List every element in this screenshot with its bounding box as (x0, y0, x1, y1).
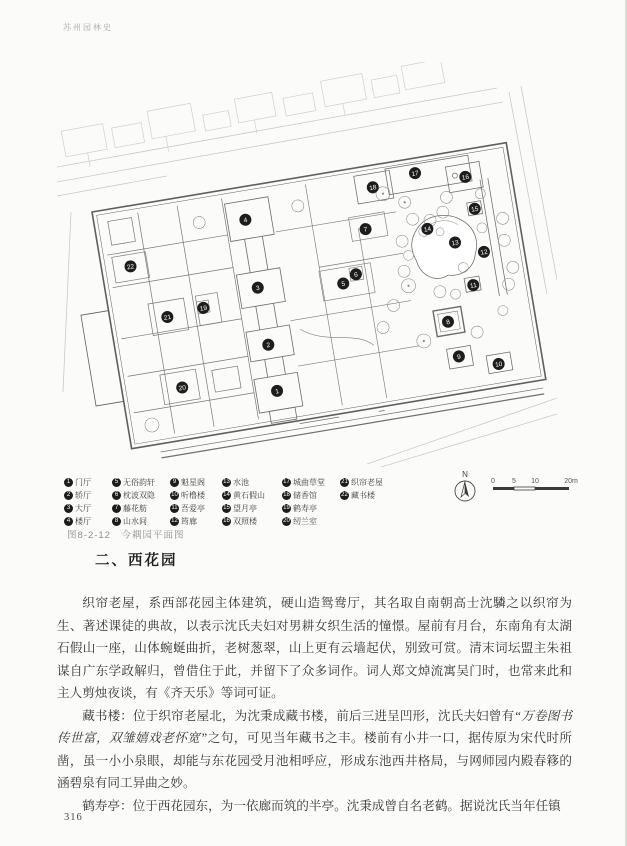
legend-number-badge: 11 (171, 505, 178, 511)
svg-text:5: 5 (512, 478, 516, 485)
legend-item (222, 476, 268, 489)
building-marker-number: 7 (363, 226, 369, 234)
legend-column (64, 476, 98, 528)
legend-number-badge: 1 (64, 478, 73, 487)
body-paragraphs (57, 592, 572, 817)
legend-number-badge: 20 (283, 518, 290, 524)
plan-legend (64, 476, 397, 528)
legend-item (282, 476, 326, 489)
legend-label: 楼厅 (75, 517, 91, 526)
legend-label: 双照楼 (233, 517, 257, 526)
legend-item (340, 476, 383, 489)
legend-item (64, 489, 98, 502)
legend-number-badge: 5 (112, 478, 121, 487)
building-marker-number: 19 (199, 304, 208, 313)
legend-label: 望月亭 (233, 504, 257, 513)
legend-label: 储香馆 (293, 491, 317, 500)
legend-item (222, 502, 268, 515)
building-marker-number: 16 (461, 173, 470, 182)
legend-label: 山水间 (123, 517, 147, 526)
paragraph-text: 之句，可见当年藏书之丰。楼前有小井一口，据传原为宋代时所凿，虽一小小泉眼，却能与东花园受月池相呼应，形成东池西井格局，与网师园内殿春簃的涵碧泉有同工异曲之妙。 (57, 731, 573, 790)
garden-wall (64, 143, 545, 454)
legend-label: 黄石假山 (233, 491, 265, 500)
legend-label: 无俗韵轩 (123, 478, 155, 487)
legend-number-badge: 2 (64, 491, 73, 500)
neighbour-buildings (61, 62, 449, 171)
legend-number-badge: 19 (283, 505, 290, 511)
building-marker-number: 6 (353, 271, 359, 279)
legend-number-badge: 22 (341, 492, 348, 498)
legend-column (340, 476, 383, 528)
svg-text:10: 10 (531, 478, 539, 485)
legend-number-badge: 4 (64, 517, 73, 526)
legend-item (170, 502, 208, 515)
street-lines (57, 86, 557, 467)
legend-number-badge: 16 (223, 518, 230, 524)
legend-column (112, 476, 156, 528)
legend-label: 城曲草堂 (293, 478, 325, 487)
legend-number-badge: 3 (64, 504, 73, 513)
legend-column (170, 476, 208, 528)
building-marker-number: 18 (368, 184, 378, 193)
building-marker-number: 21 (163, 313, 172, 322)
building-marker-number: 9 (456, 353, 462, 362)
paragraph-text: 织帘老屋，系西部花园主体建筑，硬山造鸳鸯厅，其名取自南朝高士沈驎之以织帘为生、著述课徒的典故，以表示沈氏夫妇对男耕女织生活的憧憬。屋前有月台，东南角有太湖石假山一座，山体蜿蜒曲折，老树葱翠，山上更有云墙起伏，别致可赏。清末词坛盟主朱祖谋自广东学政解归，曾借住于此，并留下了众多词作。词人郑文焯流寓吴门时，也常来此和主人剪烛夜谈，有《齐天乐》等词可证。 (57, 596, 572, 700)
legend-number-badge: 8 (112, 517, 121, 526)
legend-item (112, 489, 156, 502)
section-text (57, 549, 572, 817)
building-marker-number: 11 (469, 281, 478, 290)
svg-text:N: N (462, 470, 468, 479)
north-compass-icon (455, 470, 475, 501)
building-marker-number: 12 (479, 248, 489, 257)
svg-text:0: 0 (491, 478, 495, 485)
building-marker-number: 15 (470, 205, 480, 214)
svg-text:20m: 20m (564, 478, 578, 485)
legend-item (222, 489, 268, 502)
figure-caption: 图8-2-12 今耦园平面图 (67, 530, 185, 541)
legend-label: 听橹楼 (181, 491, 205, 500)
legend-item (222, 515, 268, 528)
axis-halls (225, 197, 305, 425)
legend-label: 轿厅 (75, 491, 91, 500)
building-marker-number: 3 (255, 284, 261, 293)
building-marker-number: 17 (411, 169, 420, 179)
legend-label: 藏书楼 (351, 491, 375, 500)
legend-label: 筠廊 (181, 517, 197, 526)
body-paragraph (57, 592, 572, 705)
legend-label: 藤花舫 (123, 504, 147, 513)
legend-label: 门厅 (75, 478, 91, 487)
legend-label: 吾爱亭 (181, 504, 205, 513)
legend-label: 魁星阁 (181, 478, 205, 487)
body-paragraph (57, 795, 572, 818)
legend-number-badge: 13 (223, 479, 230, 485)
building-marker-number: 5 (341, 280, 346, 289)
legend-label: 枕波双隐 (123, 491, 155, 500)
legend-number-badge: 9 (170, 478, 179, 487)
running-head: 苏州园林史 (63, 23, 113, 32)
legend-label: 鹤寿亭 (293, 504, 317, 513)
paragraph-text: 鹤寿亭：位于西花园东，为一依廊而筑的半亭。沈秉成曾自名老鹤。据说沈氏当年任镇 (82, 798, 561, 813)
garden-plan-drawing (57, 62, 557, 467)
page-number: 316 (64, 812, 83, 823)
legend-item (64, 502, 98, 515)
legend-item (64, 476, 98, 489)
legend-number-badge: 21 (341, 479, 348, 485)
legend-column (282, 476, 326, 528)
building-marker-number: 1 (274, 388, 280, 396)
section-heading: 二、西花园 (95, 553, 178, 569)
legend-number-badge: 14 (223, 492, 230, 498)
building-marker-number: 10 (494, 360, 503, 369)
compass-scale-group (448, 466, 578, 508)
building-marker-number: 13 (451, 239, 460, 248)
building-marker-number: 14 (423, 225, 432, 234)
legend-number-badge: 10 (171, 492, 178, 498)
legend-label: 大厅 (75, 504, 91, 513)
legend-number-badge: 18 (283, 492, 290, 498)
legend-number-badge: 6 (112, 491, 121, 500)
legend-number-badge: 12 (171, 518, 178, 524)
legend-label: 纫兰室 (293, 517, 317, 526)
legend-label: 水池 (233, 478, 249, 487)
legend-number-badge: 7 (112, 504, 121, 513)
street-trees (157, 457, 283, 467)
paragraph-text: 藏书楼：位于织帘老屋北，为沈秉成藏书楼，前后三进呈凹形，沈氏夫妇曾有 (82, 708, 515, 723)
legend-number-badge: 15 (223, 505, 230, 511)
legend-item (170, 489, 208, 502)
building-marker-number: 2 (266, 341, 271, 350)
quoted-verse: “万卷图书传世富，双雏嬉戏老怀宽” (57, 708, 572, 745)
garden-plan-figure (57, 62, 557, 467)
body-paragraph (57, 705, 572, 795)
legend-item (112, 476, 156, 489)
building-marker-number: 22 (126, 263, 135, 272)
legend-item (282, 502, 326, 515)
building-marker-number: 8 (445, 318, 451, 327)
building-marker-number: 20 (178, 384, 187, 393)
legend-item (340, 489, 383, 502)
building-marker-number: 4 (243, 216, 248, 225)
legend-item (112, 502, 156, 515)
legend-number-badge: 17 (283, 479, 290, 485)
legend-item (170, 476, 208, 489)
legend-item (282, 489, 326, 502)
legend-item (282, 515, 326, 528)
scale-bar (491, 478, 578, 490)
legend-label: 织帘老屋 (351, 478, 383, 487)
legend-column (222, 476, 268, 528)
south-canal (160, 383, 544, 458)
